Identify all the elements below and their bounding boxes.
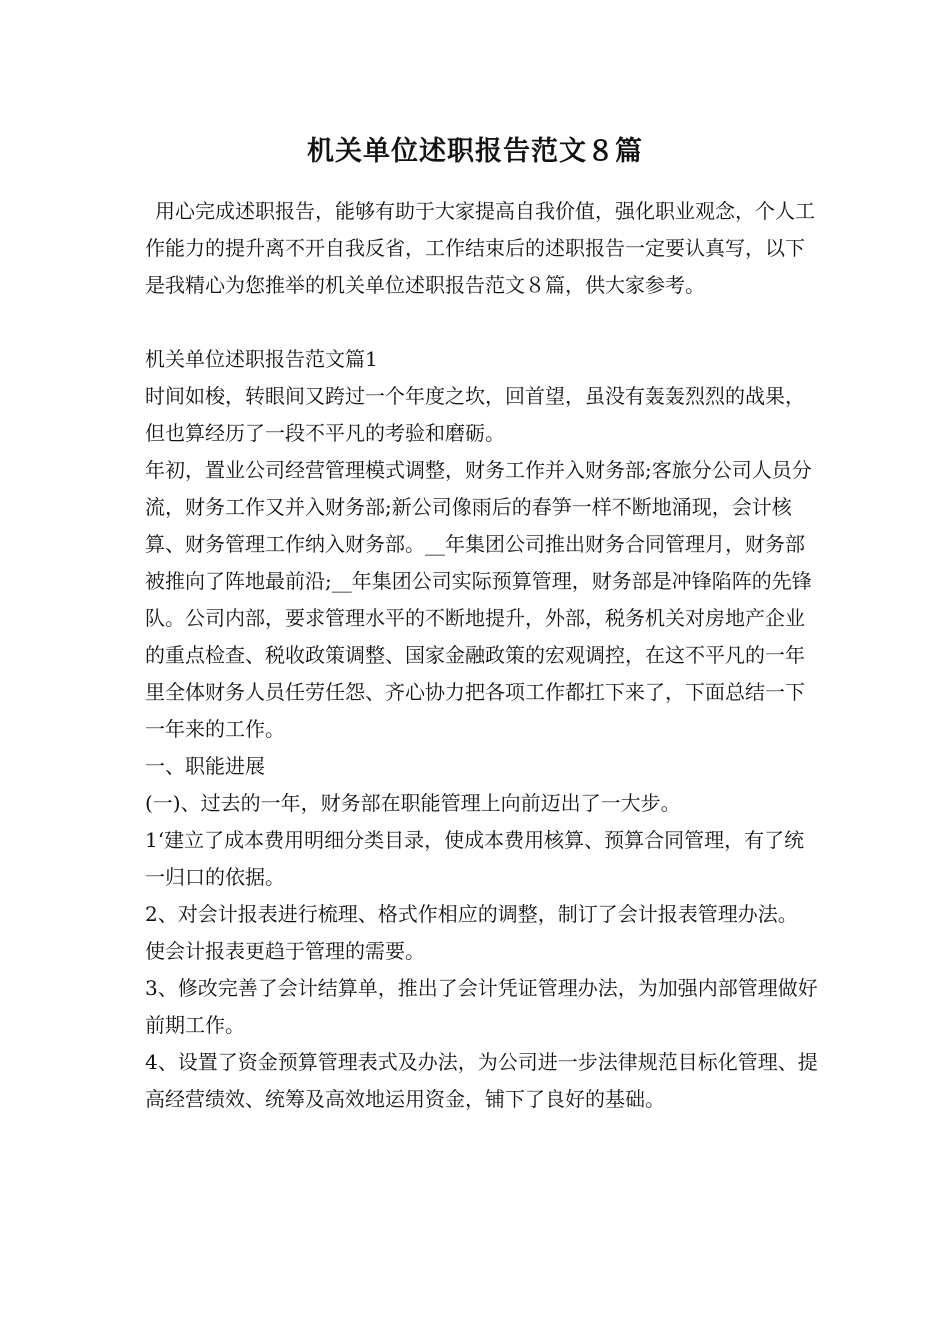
list-item: 1‘建立了成本费用明细分类目录，使成本费用核算、预算合同管理，有了统一归口的依据。 [145,828,805,889]
document-body [145,193,820,1118]
list-item: 2、对会计报表进行梳理、格式作相应的调整，制订了会计报表管理办法。 [145,902,798,926]
intro-paragraph: 用心完成述职报告，能够有助于大家提高自我价值，强化职业观念，个人工作能力的提升离不开自我反省，工作结束后的述职报告一定要认真写，以下是我精心为您推举的机关单位述职报告范文８篇，供大家参考。 [145,199,815,297]
paragraph-spacer [145,304,820,341]
body-paragraph: 时间如梭，转眼间又跨过一个年度之坎，回首望，虽没有轰轰烈烈的战果，但也算经历了一段不平凡的考验和磨砺。 [145,384,805,445]
body-paragraph: 年初，置业公司经营管理模式调整，财务工作并入财务部;客旅分公司人员分流，财务工作又并入财务部;新公司像雨后的春笋一样不断地涌现，会计核算、财务管理工作纳入财务部。__年集团公司推出财务合同管理月，财务部被推向了阵地最前沿;__年集团公司实际预算管理，财务部是冲锋陷阵的先锋队。公司内部，要求管理水平的不断地提升，外部，税务机关对房地产企业的重点检查、税收政策调整、国家金融政策的宏观调控，在这不平凡的一年里全体财务人员任劳任怨、齐心协力把各项工作都扛下来了，下面总结一下一年来的工作。 [145,458,812,741]
body-paragraph: 使会计报表更趋于管理的需要。 [145,939,425,963]
list-item: 4、设置了资金预算管理表式及办法，为公司进一步法律规范目标化管理、提高经营绩效、统筹及高效地运用资金，铺下了良好的基础。 [145,1050,818,1111]
section-heading: 机关单位述职报告范文篇1 [145,347,378,371]
document-title: 机关单位述职报告范文８篇 [307,136,643,167]
subsection-heading: 一、职能进展 [145,754,265,778]
body-paragraph: (一)、过去的一年，财务部在职能管理上向前迈出了一大步。 [145,791,681,815]
list-item: 3、修改完善了会计结算单，推出了会计凭证管理办法，为加强内部管理做好前期工作。 [145,976,818,1037]
